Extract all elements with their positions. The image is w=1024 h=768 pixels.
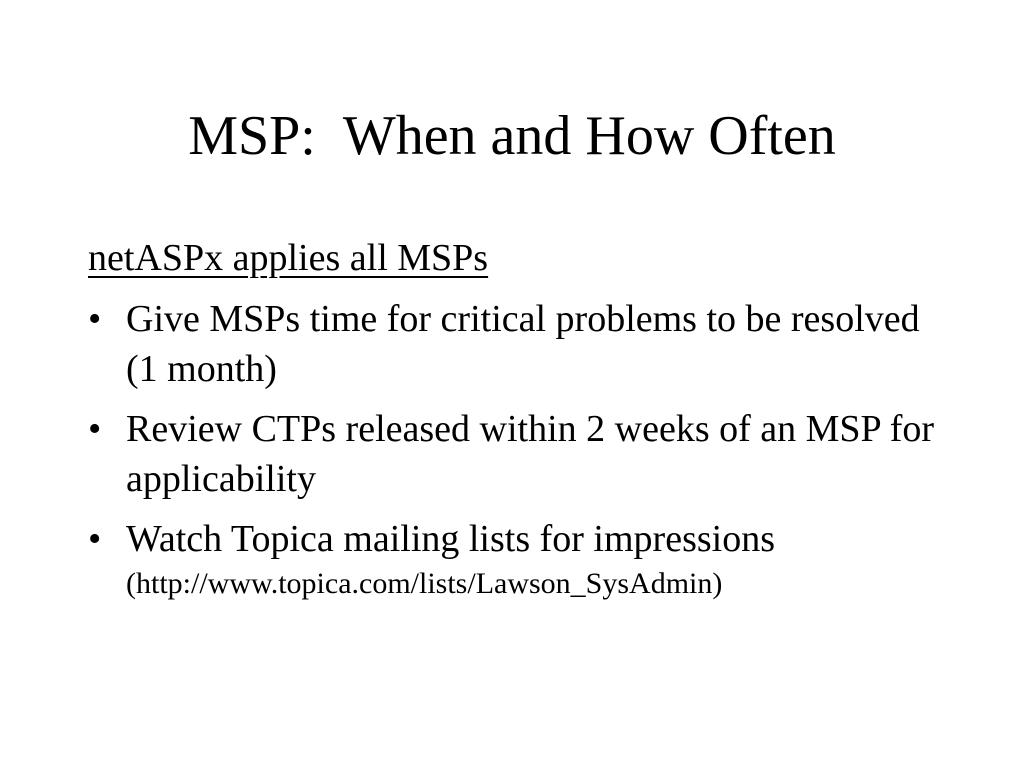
bullet-item (88, 294, 948, 394)
bullet-item (88, 514, 948, 604)
slide-body (88, 234, 948, 614)
bullet-icon: • (88, 408, 102, 450)
lead-line: netASPx applies all MSPs (88, 237, 489, 279)
bullet-text: Review CTPs released within 2 weeks of an MSP for applicability (126, 408, 935, 500)
bullet-icon: • (88, 298, 102, 340)
bullet-item (88, 404, 948, 504)
bullet-text: Give MSPs time for critical problems to be resolved (1 month) (126, 298, 920, 390)
bullet-icon: • (88, 518, 102, 560)
bullet-subtext-url: (http://www.topica.com/lists/Lawson_SysAdmin) (126, 567, 723, 600)
slide-title: MSP: When and How Often (188, 105, 836, 167)
bullet-text: Watch Topica mailing lists for impressions (126, 518, 775, 560)
bullet-list (88, 294, 948, 604)
